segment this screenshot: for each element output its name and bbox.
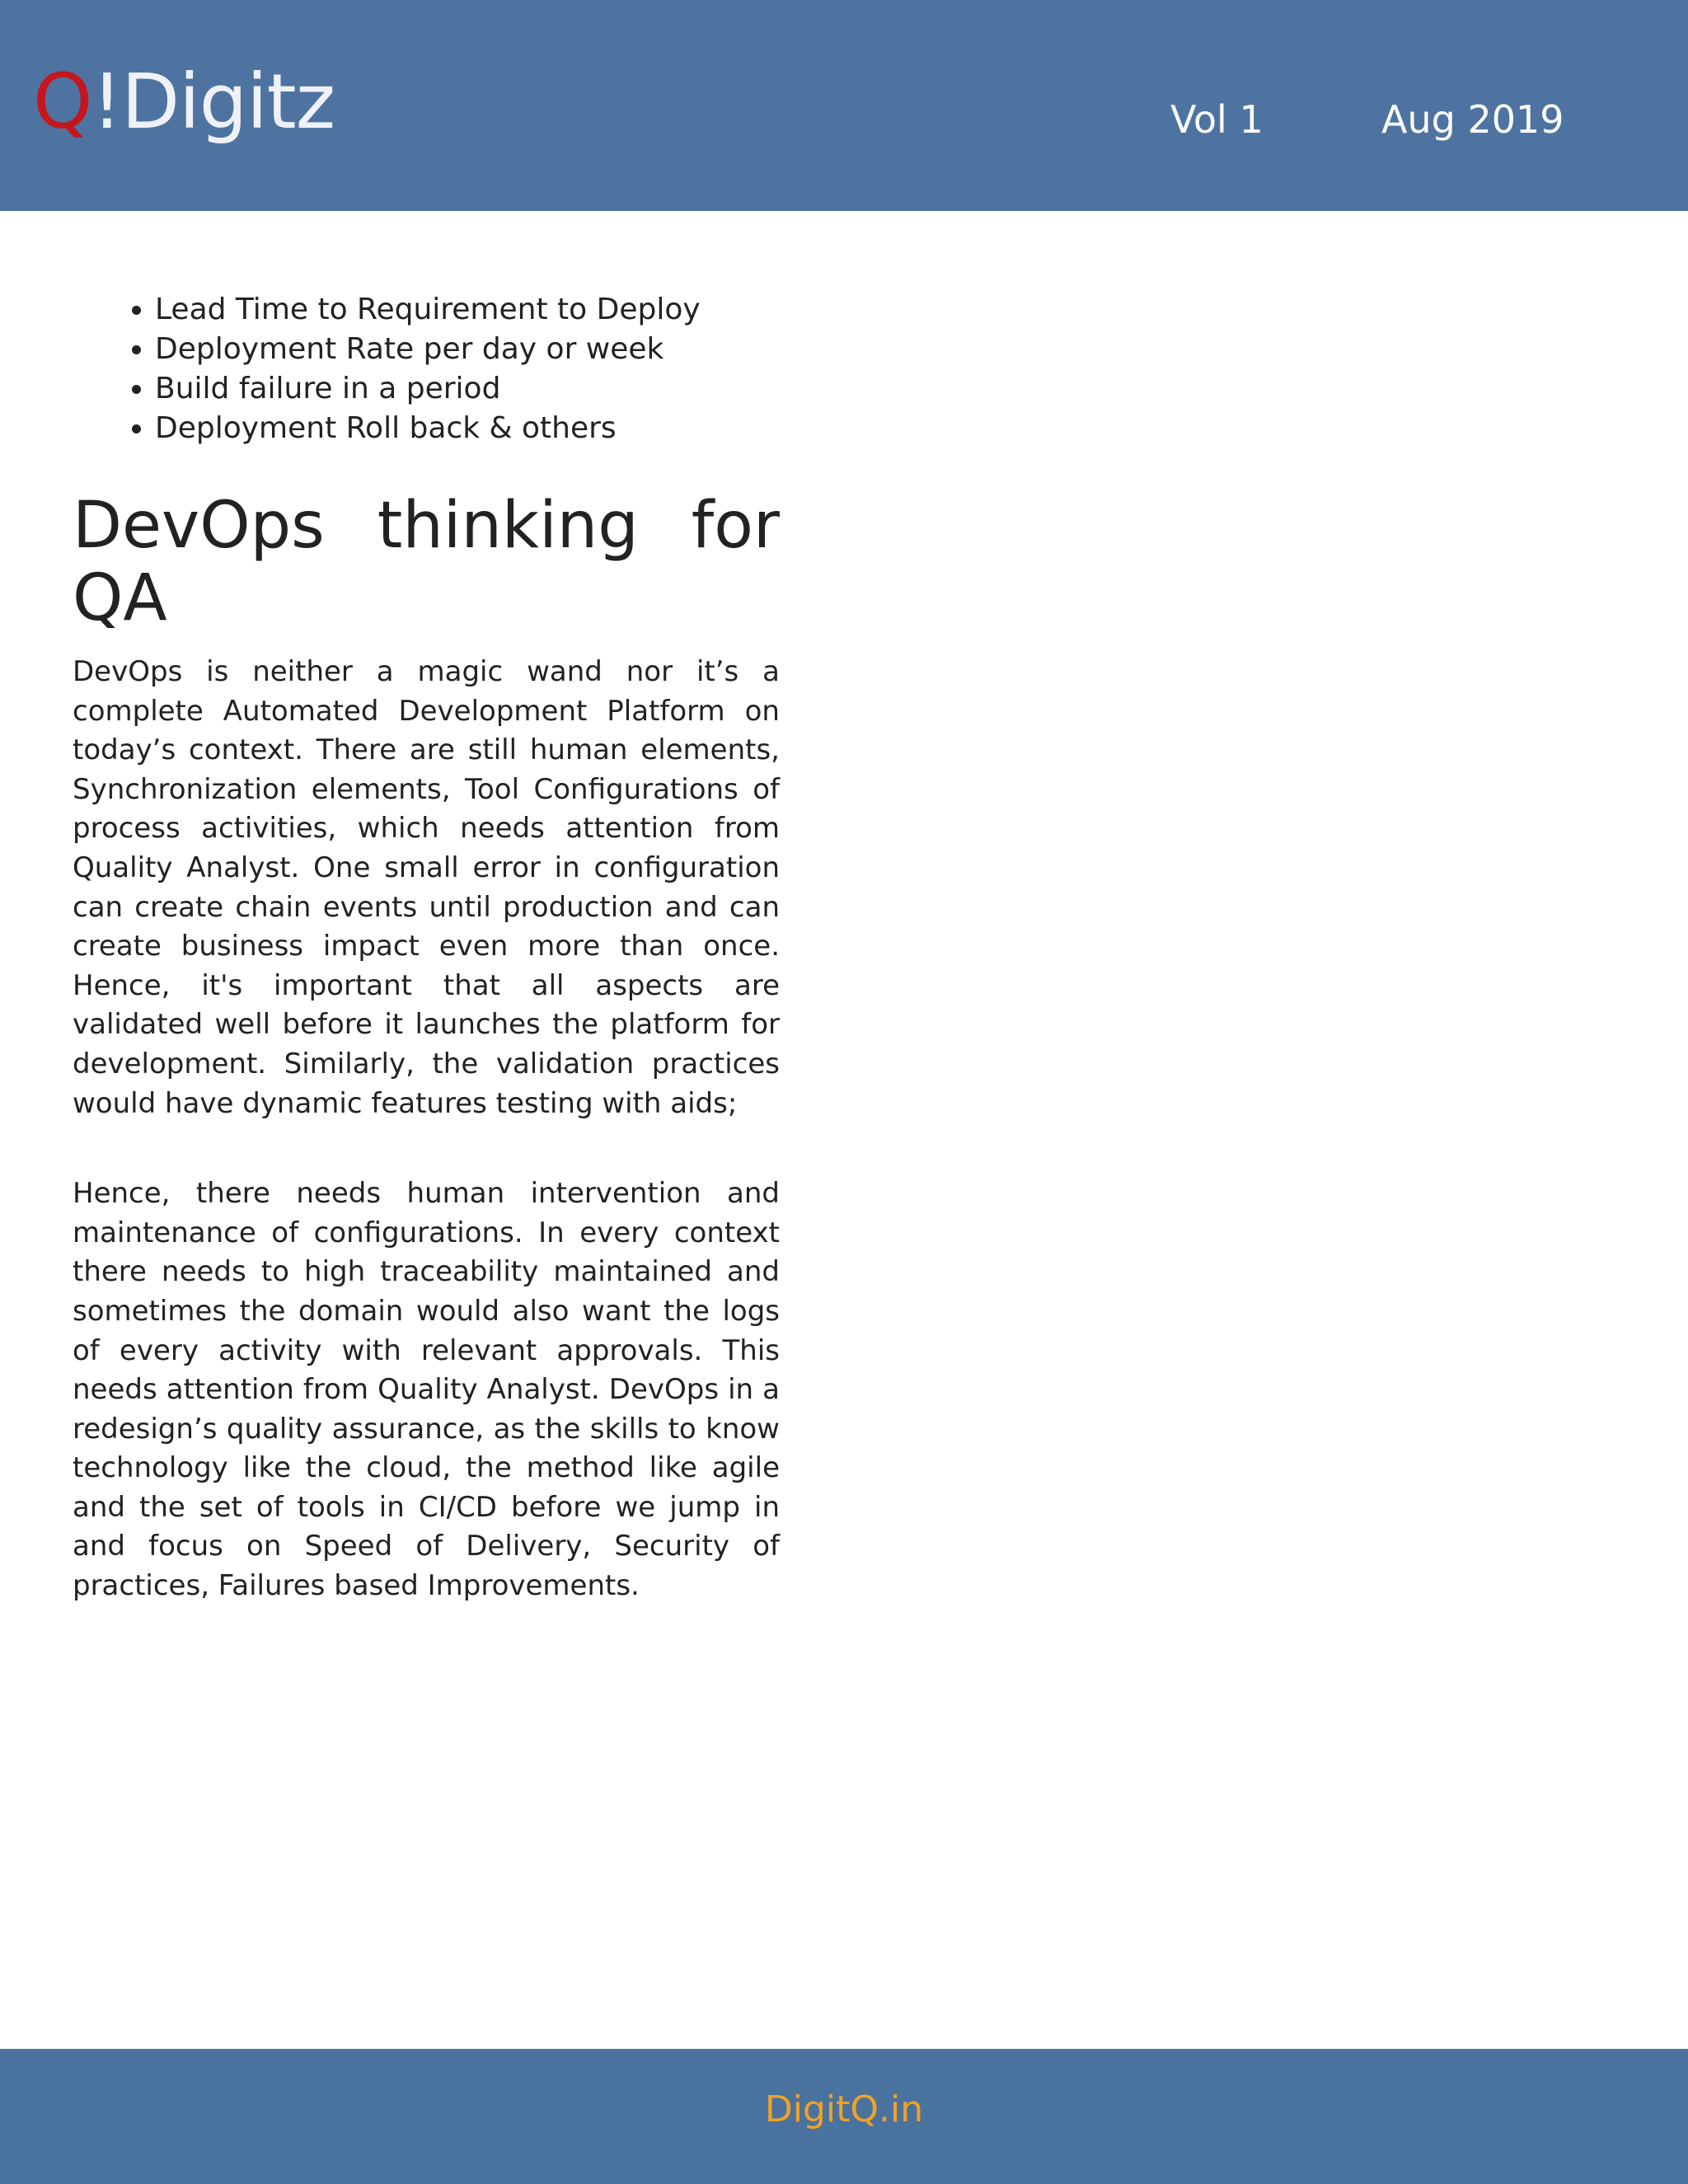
footer-site-link[interactable]: DigitQ.in [764, 2088, 924, 2130]
list-item: • Build failure in a period [155, 369, 780, 409]
article-paragraph: DevOps is neither a magic wand nor it’s a complete Automated Development Platform on today’s context. There are still human elements, Synchronization elements, Tool Configurations of process activities, which needs attention from Quality Analyst. One small error in configuration can create chain events until production and can create business impact even more than once. Hence, it's important that all aspects are validated well before it launches the platform for development. Similarly, the validation practices would have dynamic features testing with aids; [73, 655, 780, 1120]
logo-wordmark: !Digitz [91, 58, 335, 146]
page-header [0, 0, 1688, 211]
page-footer [0, 2049, 1688, 2184]
list-item: • Lead Time to Requirement to Deploy [155, 290, 780, 330]
logo-q-letter: Q [33, 58, 92, 146]
metrics-list [73, 290, 780, 448]
article-paragraph: Hence, there needs human intervention and maintenance of configurations. In every context there needs to high traceability maintained and sometimes the domain would also want the logs of every activity with relevant approvals. This needs attention from Quality Analyst. DevOps in a redesign’s quality assurance, as the skills to know technology like the cloud, the method like agile and the set of tools in CI/CD before we jump in and focus on Speed of Delivery, Security of practices, Failures based Improvements. [73, 1177, 780, 1603]
list-item: • Deployment Rate per day or week [155, 330, 780, 369]
issue-volume: Vol 1 [1170, 97, 1264, 142]
article-title: DevOps thinking for QA [73, 489, 780, 635]
logo [33, 58, 335, 146]
list-item: • Deployment Roll back & others [155, 409, 780, 448]
article-column [73, 290, 780, 1606]
issue-date: Aug 2019 [1381, 97, 1564, 142]
